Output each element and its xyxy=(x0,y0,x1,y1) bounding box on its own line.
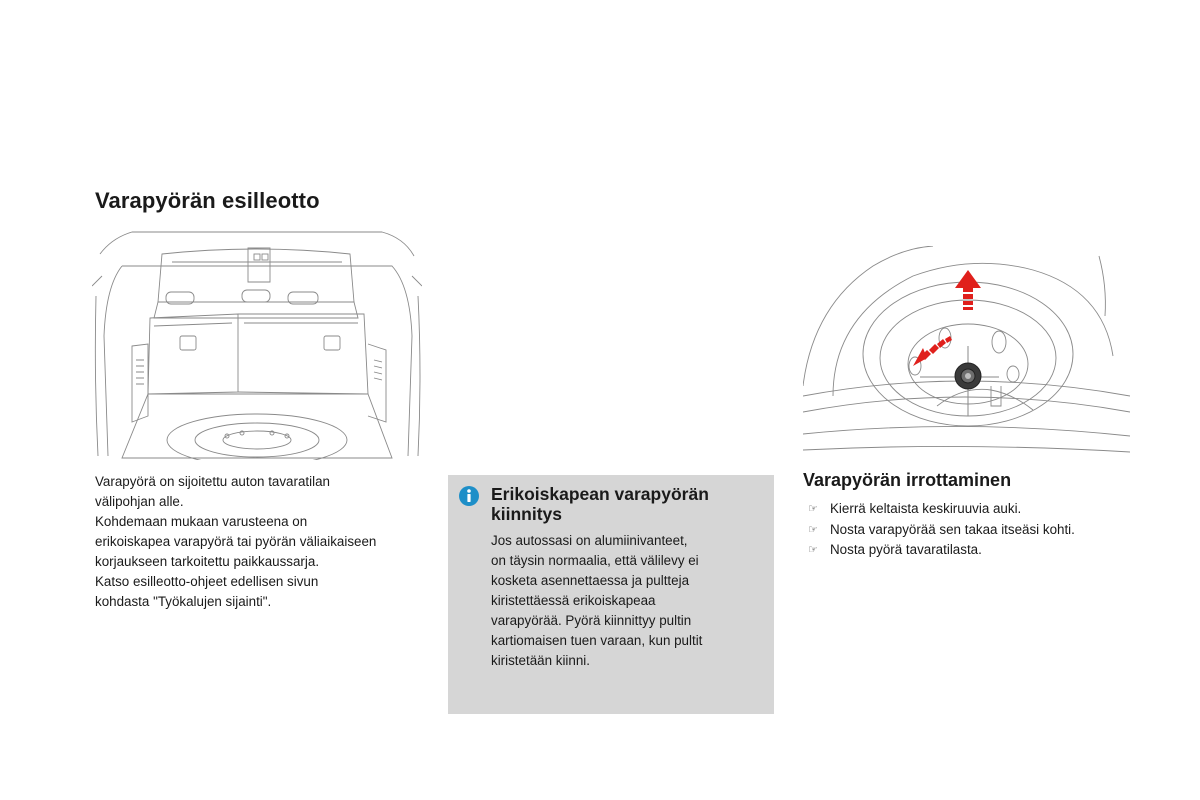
removal-section-title: Varapyörän irrottaminen xyxy=(803,470,1012,490)
removal-steps xyxy=(808,499,1075,561)
info-box-body xyxy=(491,531,761,671)
info-line: kosketa asennettaessa ja pultteja xyxy=(491,573,690,588)
step-text: Kierrä keltaista keskiruuvia auki. xyxy=(830,501,1022,516)
info-box-title: Erikoiskapean varapyörän kiinnitys xyxy=(491,484,709,524)
pointing-hand-icon: ☞ xyxy=(808,544,818,556)
list-item xyxy=(808,520,1075,541)
page-title: Varapyörän esilleotto xyxy=(95,188,320,213)
info-line: on täysin normaalia, että välilevy ei xyxy=(491,553,699,568)
step-text: Nosta varapyörää sen takaa itseäsi kohti. xyxy=(830,521,1075,537)
step-text: Nosta pyörä tavaratilasta. xyxy=(830,542,982,557)
info-line: kiristetään kiinni. xyxy=(491,653,590,668)
intro-line: kohdasta "Työkalujen sijainti". xyxy=(95,594,272,609)
info-line: kartiomaisen tuen varaan, kun pultit xyxy=(491,633,703,648)
intro-text xyxy=(95,472,425,612)
trunk-illustration xyxy=(92,226,422,460)
pointing-hand-icon: ☞ xyxy=(808,523,818,536)
spare-wheel-illustration xyxy=(803,246,1130,456)
info-line: varapyörää. Pyörä kiinnittyy pultin xyxy=(491,613,692,628)
info-icon xyxy=(459,486,479,506)
list-item xyxy=(808,499,1075,520)
intro-line: Katso esilleotto-ohjeet edellisen sivun xyxy=(95,574,319,589)
intro-line: korjaukseen tarkoitettu paikkaussarja. xyxy=(95,554,320,569)
intro-line: Varapyörä on sijoitettu auton tavaratilan xyxy=(95,474,330,489)
list-item xyxy=(808,540,1075,561)
info-line: kiristettäessä erikoiskapeaa xyxy=(491,593,656,608)
info-line: Jos autossasi on alumiinivanteet, xyxy=(491,533,688,548)
intro-line: Kohdemaan mukaan varusteena on xyxy=(95,514,308,529)
pointing-hand-icon: ☞ xyxy=(808,503,818,515)
info-box xyxy=(448,475,774,714)
intro-line: erikoiskapea varapyörä tai pyörän väliaikaiseen xyxy=(95,534,377,549)
intro-line: välipohjan alle. xyxy=(95,494,184,509)
